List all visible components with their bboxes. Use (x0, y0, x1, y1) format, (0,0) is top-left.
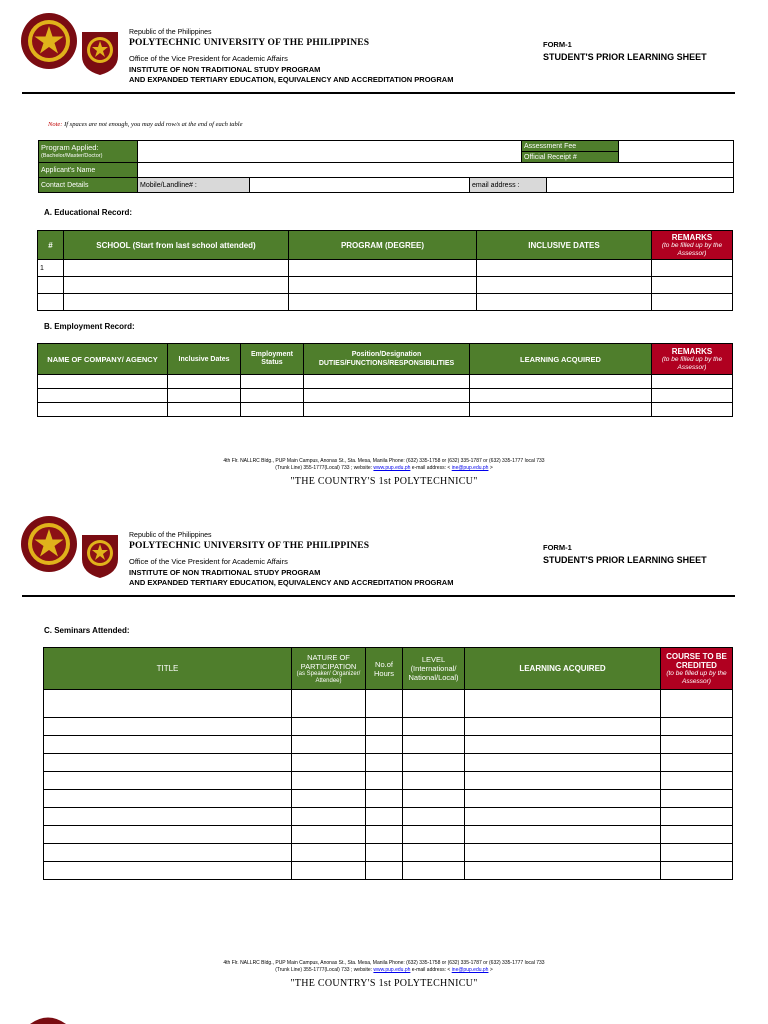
table-row (44, 790, 733, 808)
form-id: FORM-1 (543, 543, 572, 552)
edu-col-program: PROGRAM (DEGREE) (289, 231, 477, 260)
table-row (44, 690, 733, 718)
office-text: Office of the Vice President for Academic Affairs (129, 557, 288, 566)
footer-contact: (Trunk Line) 355-1777(Local) 733 ; website: www.pup.edu.ph e-mail address: < ine@pup.edu.ph > (275, 967, 493, 973)
table-row (44, 754, 733, 772)
emp-col-remarks: REMARKS (to be filled up by the Assessor) (652, 344, 733, 375)
mobile-label: Mobile/Landline# : (138, 178, 250, 193)
table-row (44, 862, 733, 880)
institute-text: INSTITUTE OF NON TRADITIONAL STUDY PROGRAM (129, 65, 321, 74)
note (48, 121, 243, 128)
header-rule (22, 92, 735, 94)
seminars-table (43, 647, 733, 880)
sem-col-course: COURSE TO BE CREDITED (to be filled up by the Assessor) (661, 648, 733, 690)
email-link[interactable]: ine@pup.edu.ph (451, 465, 489, 471)
program-text: AND EXPANDED TERTIARY EDUCATION, EQUIVALENCY AND ACCREDITATION PROGRAM (129, 578, 454, 587)
footer-page1 (0, 458, 768, 472)
email-link[interactable]: ine@pup.edu.ph (451, 967, 489, 973)
inst-seal-icon (80, 30, 120, 76)
program-text: AND EXPANDED TERTIARY EDUCATION, EQUIVALENCY AND ACCREDITATION PROGRAM (129, 75, 454, 84)
footer-address: 4th Flr. NALLRC Bldg., PUP Main Campus, Anonas St., Sta. Mesa, Manila Phone: (632) 335-1758 or (632) 335-1787 or (632) 335-1777 local 733 (223, 960, 545, 966)
employment-record-label: B. Employment Record: (44, 322, 135, 331)
sem-col-title: TITLE (44, 648, 292, 690)
contact-details-label: Contact Details (39, 178, 138, 193)
table-row (44, 718, 733, 736)
footer-address: 4th Flr. NALLRC Bldg., PUP Main Campus, Anonas St., Sta. Mesa, Manila Phone: (632) 335-1758 or (632) 335-1787 or (632) 335-1777 local 733 (223, 458, 545, 464)
employment-table (37, 343, 733, 417)
table-row (38, 260, 733, 277)
form-title: STUDENT'S PRIOR LEARNING SHEET (543, 555, 707, 565)
table-row (38, 375, 733, 389)
edu-col-school: SCHOOL (Start from last school attended) (64, 231, 289, 260)
program-applied-field[interactable] (138, 141, 522, 163)
motto-page2: "THE COUNTRY'S 1st POLYTECHNICU" (290, 978, 478, 989)
website-link[interactable]: www.pup.edu.ph (373, 967, 411, 973)
table-row (44, 736, 733, 754)
form-id: FORM-1 (543, 40, 572, 49)
program-applied-label: Program Applied: (Bachelor/Master/Doctor) (39, 141, 138, 163)
republic-text: Republic of the Philippines (129, 29, 212, 36)
email-label: email address : (470, 178, 547, 193)
edu-col-remarks: REMARKS (to be filled up by the Assessor) (652, 231, 733, 260)
emp-col-dates: Inclusive Dates (168, 344, 241, 375)
edu-col-dates: INCLUSIVE DATES (477, 231, 652, 260)
table-row (38, 403, 733, 417)
applicant-name-label: Applicant's Name (39, 163, 138, 178)
educational-record-label: A. Educational Record: (44, 208, 133, 217)
university-name: POLYTECHNIC UNIVERSITY OF THE PHILIPPINES (129, 541, 370, 551)
edu-row-number: 1 (38, 260, 64, 277)
mobile-field[interactable] (250, 178, 470, 193)
applicant-table (38, 140, 734, 193)
office-text: Office of the Vice President for Academic Affairs (129, 54, 288, 63)
inst-seal-icon (80, 533, 120, 579)
university-name: POLYTECHNIC UNIVERSITY OF THE PHILIPPINES (129, 38, 370, 48)
assessment-fee-field[interactable] (619, 141, 734, 163)
website-link[interactable]: www.pup.edu.ph (373, 465, 411, 471)
sem-col-learning: LEARNING ACQUIRED (465, 648, 661, 690)
pup-seal-icon (20, 515, 78, 573)
header-rule (22, 595, 735, 597)
institute-text: INSTITUTE OF NON TRADITIONAL STUDY PROGRAM (129, 568, 321, 577)
applicant-name-field[interactable] (138, 163, 734, 178)
form-title: STUDENT'S PRIOR LEARNING SHEET (543, 52, 707, 62)
table-row (44, 826, 733, 844)
pup-seal-icon (20, 12, 78, 70)
motto-page1: "THE COUNTRY'S 1st POLYTECHNICU" (290, 476, 478, 487)
assessment-fee-label: Assessment Fee (522, 141, 619, 152)
edu-col-number: # (38, 231, 64, 260)
email-field[interactable] (547, 178, 734, 193)
note-label: Note: (48, 121, 63, 128)
table-row (38, 294, 733, 311)
educational-table (37, 230, 733, 311)
note-text: If spaces are not enough, you may add row/s at the end of each table (64, 121, 243, 128)
emp-col-learning: LEARNING ACQUIRED (470, 344, 652, 375)
emp-col-position: Position/Designation DUTIES/FUNCTIONS/RESPONSIBILITIES (304, 344, 470, 375)
footer-contact: (Trunk Line) 355-1777(Local) 733 ; website: www.pup.edu.ph e-mail address: < ine@pup.edu.ph > (275, 465, 493, 471)
table-row (38, 277, 733, 294)
table-row (44, 844, 733, 862)
sem-col-level: LEVEL (International/ National/Local) (403, 648, 465, 690)
sem-col-hours: No.of Hours (366, 648, 403, 690)
republic-text: Republic of the Philippines (129, 532, 212, 539)
footer-page2 (0, 960, 768, 974)
table-row (38, 389, 733, 403)
sem-col-nature: NATURE OF PARTICIPATION (as Speaker/ Organizer/ Attendee) (292, 648, 366, 690)
seminars-label: C. Seminars Attended: (44, 626, 130, 635)
emp-col-company: NAME OF COMPANY/ AGENCY (38, 344, 168, 375)
official-receipt-label: Official Receipt # (522, 152, 619, 163)
table-row (44, 772, 733, 790)
table-row (44, 808, 733, 826)
emp-col-status: Employment Status (241, 344, 304, 375)
pup-seal-icon (28, 1017, 68, 1024)
